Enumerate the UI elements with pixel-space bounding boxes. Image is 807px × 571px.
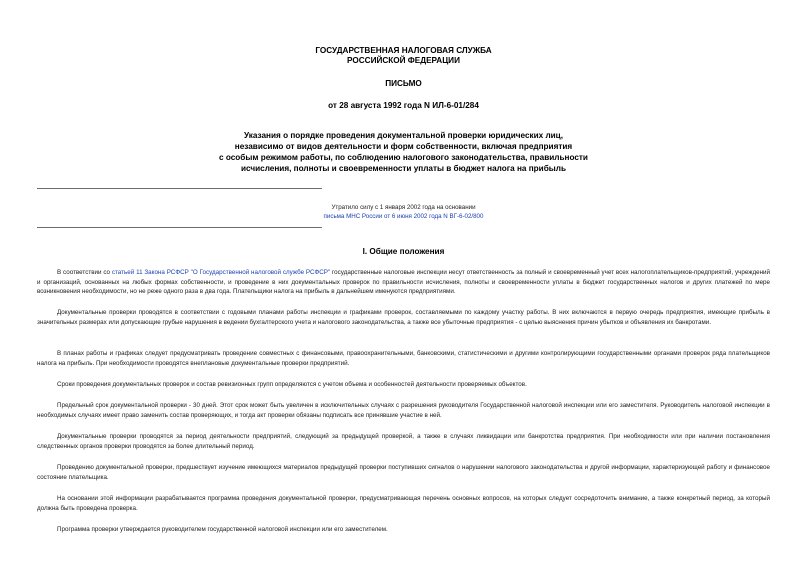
status-note bbox=[37, 203, 770, 221]
status-note-text: Утратило силу с 1 января 2002 года на основании bbox=[331, 204, 476, 211]
agency-header bbox=[0, 46, 807, 66]
divider-bottom bbox=[37, 227, 322, 228]
subject-line: исчисления, полноты и своевременности уплаты в бюджет налога на прибыль bbox=[241, 164, 566, 173]
paragraph: Документальные проверки проводятся за период деятельности предприятий, следующий за предыдущей проверкой, а также в случаях ликвидации или банкротства предприятия. При необходимости или при наличии постановления следственных органов проверки проводятся за более длительный период. bbox=[37, 433, 770, 450]
document-date: от 28 августа 1992 года N ИЛ-6-01/284 bbox=[328, 101, 479, 110]
divider-top bbox=[37, 188, 322, 189]
agency-name-line1: ГОСУДАРСТВЕННАЯ НАЛОГОВАЯ СЛУЖБА bbox=[315, 46, 492, 55]
paragraph-text: государственные налоговые инспекции несут ответственность за полный и своевременный учет всех налогоплательщиков-предприятий, учреждений и организаций, основанных на любых формах собственности, и проведение в них документальных проверок по правильности исчисления, полноты и своевременности уплаты в бюджет государственных налогов и других платежей по мере возникновения необходимости, но не реже одного раза в два года. Плательщики налога на прибыль в дальнейшем именуются предприятиями. bbox=[37, 269, 771, 296]
paragraph: На основании этой информации разрабатывается программа проведения документальной проверки, предусматривающая перечень основных вопросов, на которых следует сосредоточить внимание, а также конкретный период, за который должна быть проведена проверка. bbox=[37, 495, 770, 512]
paragraph: В планах работы и графиках следует предусматривать проведение совместных с финансовыми, правоохранительными, банковскими, статистическими и другими контролирующими государственными органами проверок ряда плательщиков налога на прибыль. При необходимости проводятся внеплановые документальные проверки предприятий. bbox=[37, 350, 770, 367]
paragraph-text: В соответствии со bbox=[57, 269, 112, 276]
status-note-link[interactable]: письма МНС России от 6 июня 2002 года N ВГ-6-02/800 bbox=[323, 213, 484, 220]
agency-name-line2: РОССИЙСКОЙ ФЕДЕРАЦИИ bbox=[347, 56, 460, 65]
subject-line: независимо от видов деятельности и форм собственности, включая предприятия bbox=[234, 142, 573, 151]
paragraph: Документальные проверки проводятся в соответствии с годовыми планами работы инспекции и графиками проверок, составляемыми по каждому участку работы. В них включаются в первую очередь предприятия, имеющие прибыль в значительных размерах или допускающие грубые нарушения в ведении бухгалтерского учета и налогового законодательства, а также все убыточные предприятия - с целью выяснения причин убытков и объявления их банкротами. bbox=[37, 309, 770, 326]
subject-line: с особым режимом работы, по соблюдению налогового законодательства, правильности bbox=[219, 153, 588, 162]
section-heading: I. Общие положения bbox=[362, 247, 445, 256]
paragraph: Сроки проведения документальных проверок и состав ревизионных групп определяются с учетом объема и особенностей деятельности проверяемых объектов. bbox=[57, 381, 527, 388]
document-type: ПИСЬМО bbox=[385, 79, 422, 88]
law-article-link[interactable]: статьей 11 Закона РСФСР "О Государственной налоговой службе РСФСР" bbox=[111, 269, 331, 276]
paragraph: Программа проверки утверждается руководителем государственной налоговой инспекции или его заместителем. bbox=[57, 526, 388, 533]
paragraph: Проведению документальной проверки, предшествует изучение имеющихся материалов предыдущей проверки поступивших сигналов о нарушении налогового законодательства и другой информации, характеризующей работу и финансовое состояние плательщика. bbox=[37, 464, 770, 481]
document-subject bbox=[0, 130, 807, 174]
paragraph: Предельный срок документальной проверки - 30 дней. Этот срок может быть увеличен в исключительных случаях с разрешения руководителя Государственной налоговой инспекции или его заместителя. Руководитель налоговой инспекции в необходимых случаях имеет право заменить состав проверяющих, и тогда акт проверки обязаны подписать все принявшие участие в ней. bbox=[37, 402, 770, 419]
paragraph bbox=[37, 268, 770, 297]
subject-line: Указания о порядке проведения документальной проверки юридических лиц, bbox=[244, 131, 563, 140]
